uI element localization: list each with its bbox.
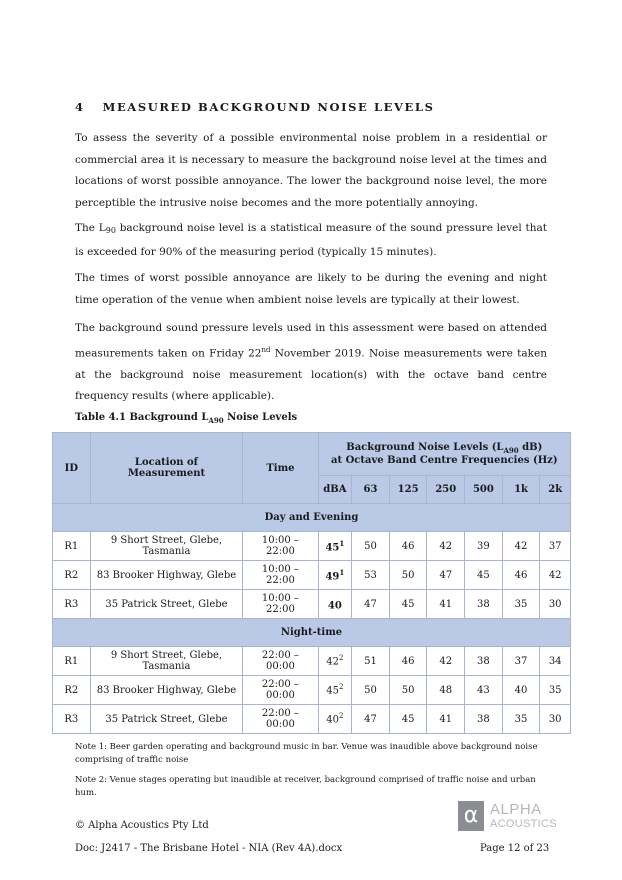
row-500: 38 bbox=[465, 705, 503, 734]
row-250: 41 bbox=[427, 705, 465, 734]
group-suffix: dB) bbox=[518, 442, 543, 453]
row-125: 50 bbox=[389, 561, 427, 590]
row-63: 51 bbox=[352, 647, 390, 676]
header-location: Location of Measurement bbox=[90, 433, 243, 504]
section-heading bbox=[75, 100, 434, 114]
row-2k: 30 bbox=[540, 705, 571, 734]
row-63: 47 bbox=[352, 590, 390, 619]
row-1k: 37 bbox=[502, 647, 540, 676]
row-250: 48 bbox=[427, 676, 465, 705]
row-500: 43 bbox=[465, 676, 503, 705]
row-2k: 37 bbox=[540, 532, 571, 561]
row-time: 10:00 – 22:00 bbox=[243, 561, 318, 590]
paragraph-annoyance: The times of worst possible annoyance are likely to be during the evening and night time operation of the venue when ambient noise levels are typically at their lowest. bbox=[75, 272, 547, 306]
company-logo bbox=[458, 801, 558, 833]
alpha-logo-icon: α bbox=[458, 801, 484, 831]
row-1k: 40 bbox=[502, 676, 540, 705]
group-line2: at Octave Band Centre Frequencies (Hz) bbox=[331, 455, 558, 466]
row-1k: 42 bbox=[502, 532, 540, 561]
header-col-63: 63 bbox=[352, 476, 390, 504]
row-dba bbox=[318, 532, 352, 561]
section-title: MEASURED BACKGROUND NOISE LEVELS bbox=[102, 100, 435, 114]
row-63: 47 bbox=[352, 705, 390, 734]
row-125: 45 bbox=[389, 590, 427, 619]
footer-copyright: © Alpha Acoustics Pty Ltd bbox=[75, 820, 209, 831]
row-location: 35 Patrick Street, Glebe bbox=[90, 590, 243, 619]
row-location: 9 Short Street, Glebe, Tasmania bbox=[90, 647, 243, 676]
row-500: 38 bbox=[465, 590, 503, 619]
group-subscript: A90 bbox=[503, 446, 519, 455]
row-id: R3 bbox=[53, 590, 91, 619]
row-location: 35 Patrick Street, Glebe bbox=[90, 705, 243, 734]
caption-suffix: Noise Levels bbox=[223, 412, 298, 423]
row-location: 9 Short Street, Glebe, Tasmania bbox=[90, 532, 243, 561]
table-note-2: Note 2: Venue stages operating but inaudible at receiver, background comprised of traffic noise and urban hum. bbox=[75, 775, 536, 798]
table-row bbox=[53, 590, 571, 619]
header-col-250: 250 bbox=[427, 476, 465, 504]
table-caption bbox=[75, 412, 297, 425]
measurements-text: November 2019. Noise measurements were taken at the background noise measurement location(s) with the octave band centre frequency results (where applicable). bbox=[75, 347, 547, 402]
row-time: 10:00 – 22:00 bbox=[243, 590, 318, 619]
footer-page-number: Page 12 of 23 bbox=[480, 843, 550, 854]
row-id: R1 bbox=[53, 647, 91, 676]
row-500: 38 bbox=[465, 647, 503, 676]
table-row bbox=[53, 676, 571, 705]
dba-value: 45 bbox=[326, 685, 339, 697]
dba-value: 49 bbox=[325, 571, 340, 583]
row-1k: 35 bbox=[502, 705, 540, 734]
row-time: 22:00 – 00:00 bbox=[243, 647, 318, 676]
section-band-night: Night-time bbox=[53, 619, 571, 647]
measurements-prefix: The background sound pressure levels used in this assessment were based on attended measurements taken on Friday 22 bbox=[75, 322, 547, 359]
row-1k: 46 bbox=[502, 561, 540, 590]
row-1k: 35 bbox=[502, 590, 540, 619]
l90-subscript: 90 bbox=[105, 226, 116, 235]
row-125: 50 bbox=[389, 676, 427, 705]
table-note-1: Note 1: Beer garden operating and background music in bar. Venue was inaudible above background noise comprising of traffic noise bbox=[75, 742, 538, 765]
row-location: 83 Brooker Highway, Glebe bbox=[90, 561, 243, 590]
row-500: 45 bbox=[465, 561, 503, 590]
note-ref: 2 bbox=[339, 683, 344, 692]
logo-text-alpha: ALPHA bbox=[490, 801, 542, 818]
row-dba bbox=[318, 705, 352, 734]
row-250: 42 bbox=[427, 647, 465, 676]
row-2k: 42 bbox=[540, 561, 571, 590]
row-dba bbox=[318, 590, 352, 619]
footer-doc-name: Doc: J2417 - The Brisbane Hotel - NIA (Rev 4A).docx bbox=[75, 843, 343, 854]
dba-value: 45 bbox=[325, 542, 340, 554]
header-col-dba: dBA bbox=[318, 476, 352, 504]
header-col-2k: 2k bbox=[540, 476, 571, 504]
note-ref: 1 bbox=[339, 567, 345, 577]
caption-prefix: Table 4.1 Background L bbox=[75, 412, 209, 423]
row-125: 46 bbox=[389, 647, 427, 676]
date-ordinal: nd bbox=[261, 345, 271, 354]
header-time: Time bbox=[243, 433, 318, 504]
row-2k: 34 bbox=[540, 647, 571, 676]
row-id: R3 bbox=[53, 705, 91, 734]
dba-value: 40 bbox=[327, 600, 342, 612]
row-id: R1 bbox=[53, 532, 91, 561]
paragraph-measurements bbox=[75, 318, 547, 408]
row-dba bbox=[318, 676, 352, 705]
header-col-500: 500 bbox=[465, 476, 503, 504]
header-id: ID bbox=[53, 433, 91, 504]
l90-text: background noise level is a statistical measure of the sound pressure level that is exceeded for 90% of the measuring period (typically 15 minutes). bbox=[75, 222, 547, 258]
row-time: 22:00 – 00:00 bbox=[243, 676, 318, 705]
row-location: 83 Brooker Highway, Glebe bbox=[90, 676, 243, 705]
row-id: R2 bbox=[53, 561, 91, 590]
row-250: 42 bbox=[427, 532, 465, 561]
header-col-125: 125 bbox=[389, 476, 427, 504]
row-125: 45 bbox=[389, 705, 427, 734]
table-row bbox=[53, 647, 571, 676]
section-number: 4 bbox=[75, 100, 85, 114]
row-2k: 30 bbox=[540, 590, 571, 619]
dba-value: 42 bbox=[326, 656, 339, 668]
row-63: 50 bbox=[352, 676, 390, 705]
row-63: 50 bbox=[352, 532, 390, 561]
row-id: R2 bbox=[53, 676, 91, 705]
logo-text-acoustics: ACOUSTICS bbox=[490, 818, 557, 830]
paragraph-intro: To assess the severity of a possible environmental noise problem in a residential or commercial area it is necessary to measure the background noise level at the times and locations of worst possible annoyance. The lower the background noise level, the more perceptible the intrusive noise becomes and the more potentially annoying. bbox=[75, 132, 547, 209]
paragraph-l90 bbox=[75, 218, 547, 263]
row-500: 39 bbox=[465, 532, 503, 561]
table-row bbox=[53, 705, 571, 734]
note-ref: 1 bbox=[339, 538, 345, 548]
row-dba bbox=[318, 647, 352, 676]
l90-prefix: The L bbox=[75, 222, 106, 234]
row-2k: 35 bbox=[540, 676, 571, 705]
group-prefix: Background Noise Levels (L bbox=[346, 442, 504, 453]
row-250: 47 bbox=[427, 561, 465, 590]
row-250: 41 bbox=[427, 590, 465, 619]
table-row bbox=[53, 561, 571, 590]
header-noise-levels bbox=[318, 433, 570, 476]
row-125: 46 bbox=[389, 532, 427, 561]
row-time: 10:00 – 22:00 bbox=[243, 532, 318, 561]
note-ref: 2 bbox=[339, 654, 344, 663]
section-band-day: Day and Evening bbox=[53, 504, 571, 532]
row-63: 53 bbox=[352, 561, 390, 590]
dba-value: 40 bbox=[326, 714, 339, 726]
row-time: 22:00 – 00:00 bbox=[243, 705, 318, 734]
header-col-1k: 1k bbox=[502, 476, 540, 504]
row-dba bbox=[318, 561, 352, 590]
noise-levels-table bbox=[52, 432, 571, 734]
table-row bbox=[53, 532, 571, 561]
note-ref: 2 bbox=[339, 712, 344, 721]
caption-subscript: A90 bbox=[208, 416, 224, 425]
